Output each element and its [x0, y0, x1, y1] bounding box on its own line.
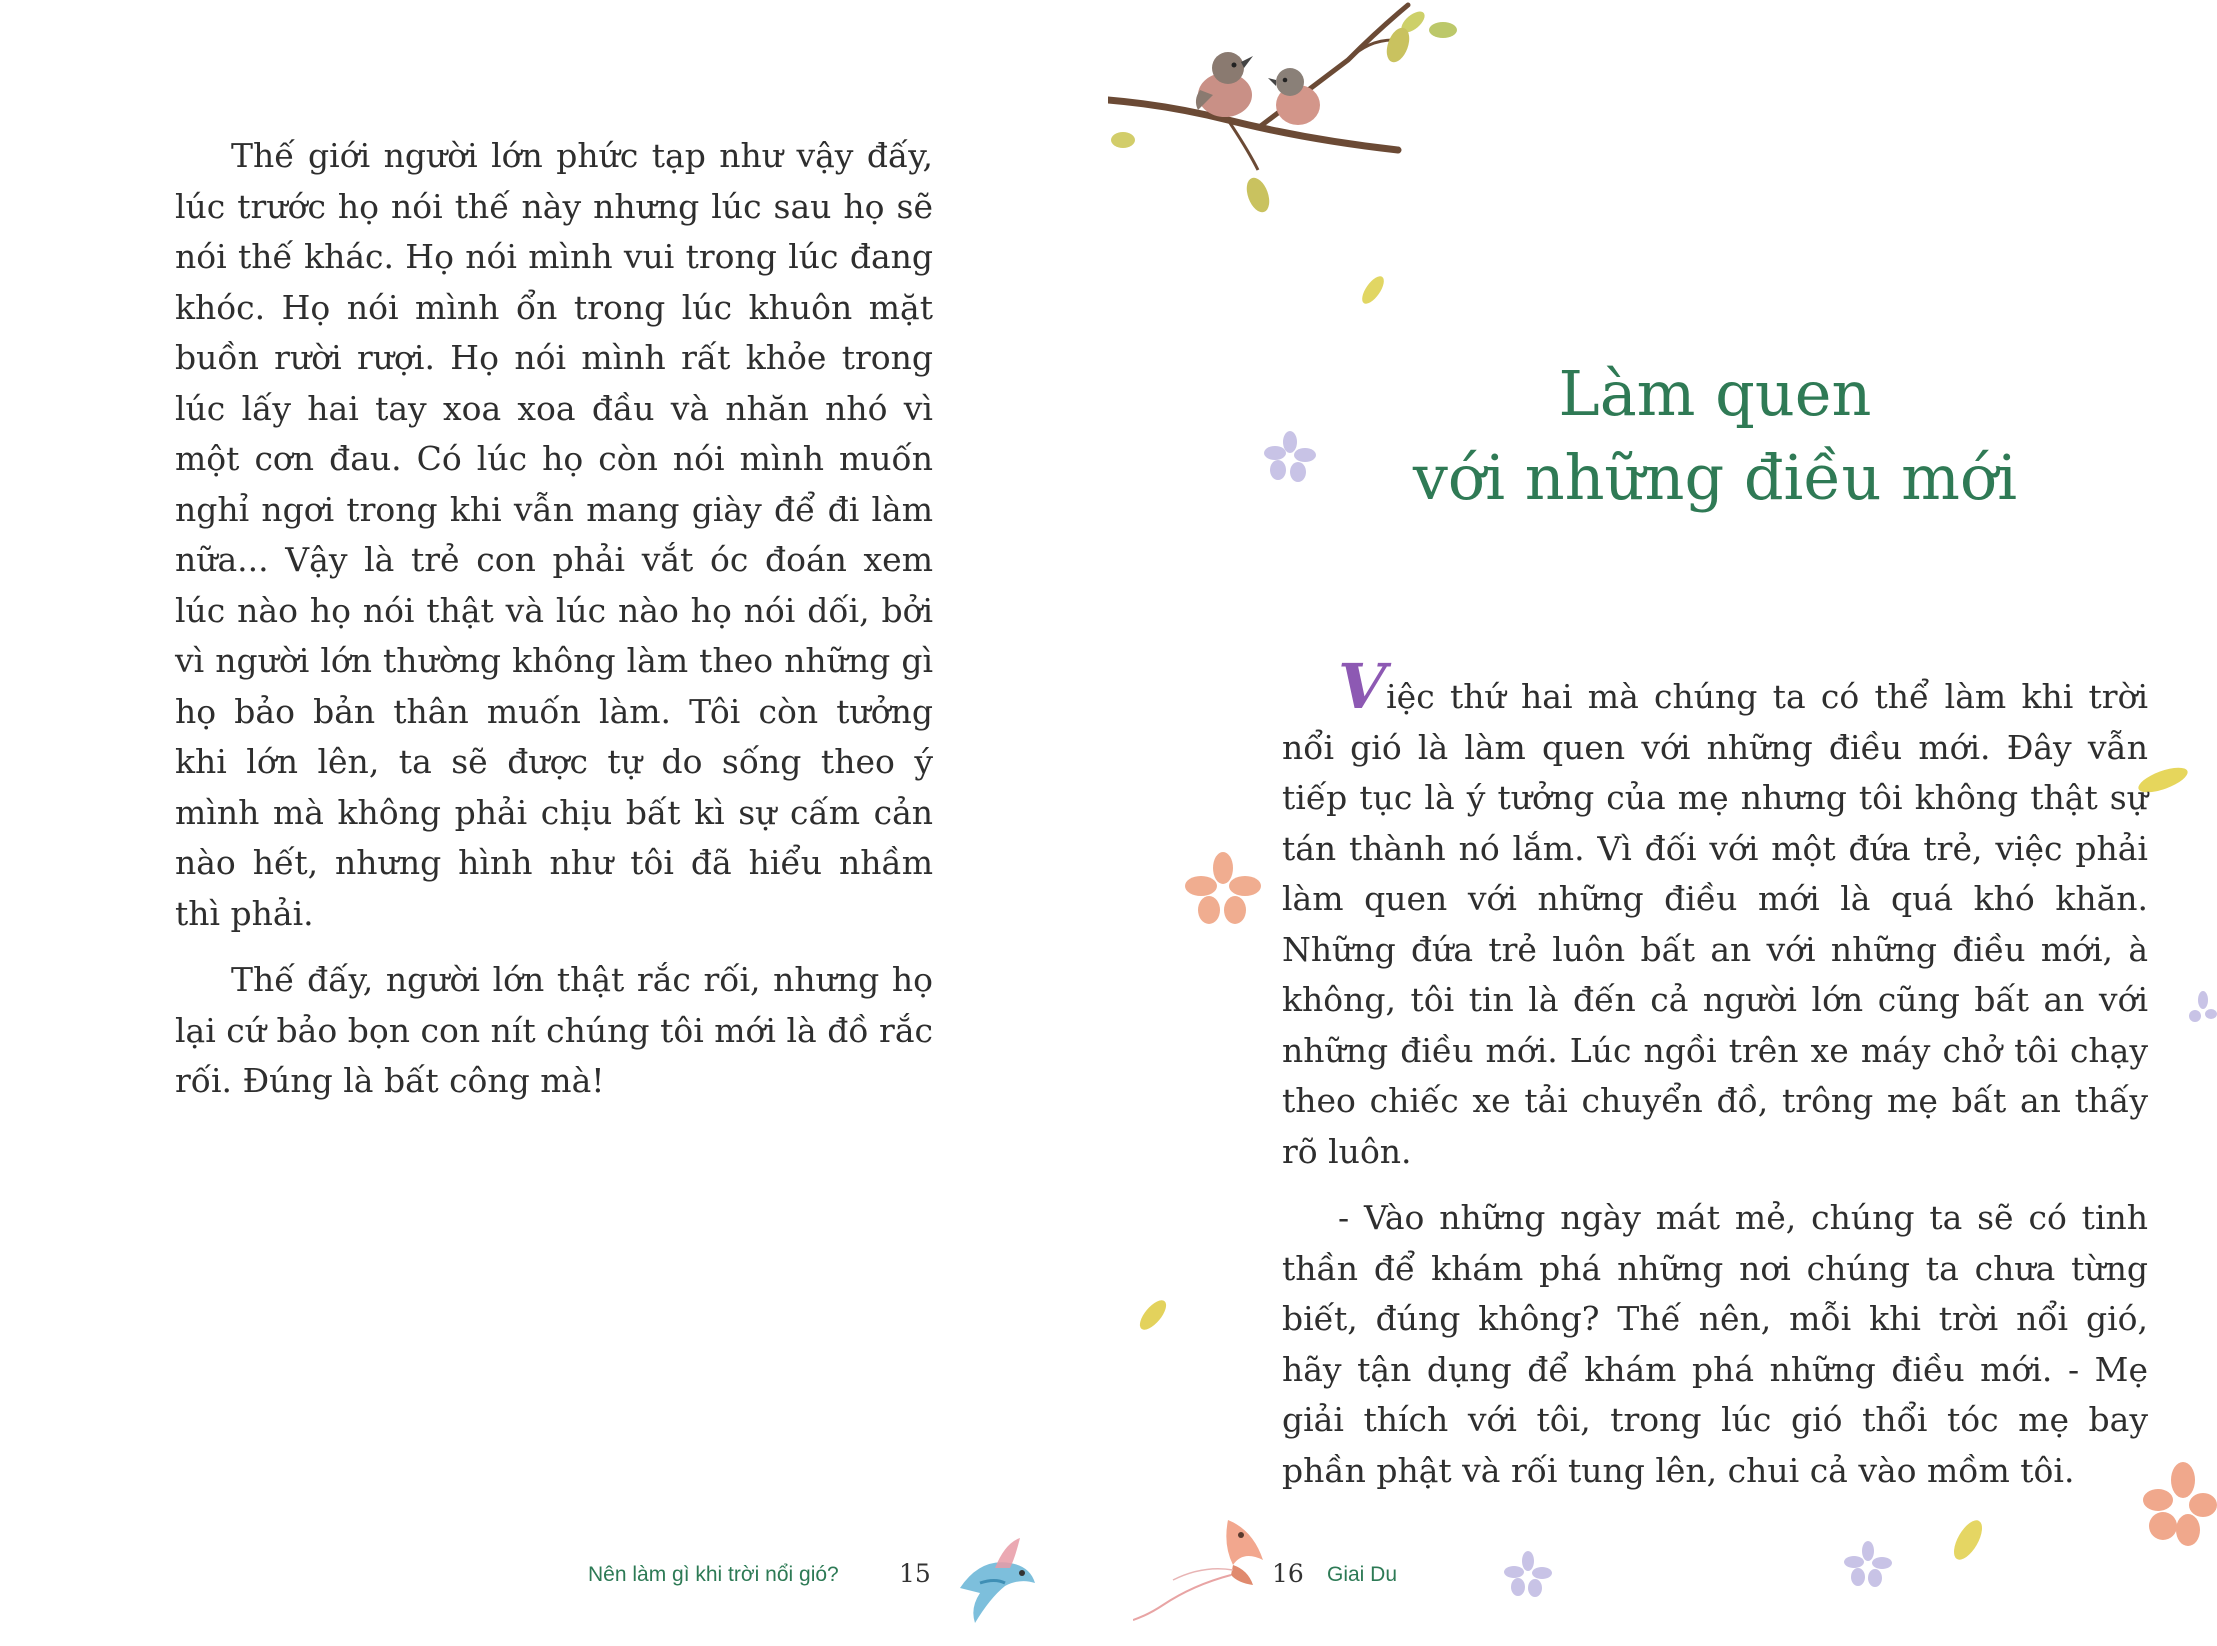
paragraph: Thế giới người lớn phức tạp như vậy đấy, lúc trước họ nói thế này nhưng lúc sau họ sẽ nói thế khác. Họ nói mình vui trong lúc đang khóc. Họ nói mình ổn trong lúc khuôn mặt buồn rười rượi. Họ nói mình rất khỏe trong lúc lấy hai tay xoa xoa đầu và nhăn nhó vì một cơn đau. Có lúc họ còn nói mình muốn nghỉ ngơi trong khi vẫn mang giày để đi làm nữa... Vậy là trẻ con phải vắt óc đoán xem lúc nào họ nói thật và lúc nào họ nói dối, bởi vì người lớn thường không làm theo những gì họ bảo bản thân muốn làm. Tôi còn tưởng khi lớn lên, ta sẽ được tự do sống theo ý mình mà không phải chịu bất kì sự cấm cản nào hết, nhưng hình như tôi đã hiểu nhầm thì phải. — [175, 136, 933, 933]
running-header-author: Giai Du — [1327, 1563, 1398, 1586]
yellow-leaf-icon — [1353, 270, 1393, 310]
page-number-left: 15 — [899, 1559, 931, 1588]
kite-bird-icon — [1133, 1505, 1283, 1625]
orange-flower-icon — [2143, 1460, 2217, 1550]
blue-bird-icon — [950, 1528, 1040, 1628]
drop-cap: V — [1338, 650, 1387, 723]
chapter-title-line-2: với những điều mới — [1412, 441, 2018, 514]
left-page-body — [175, 131, 933, 1123]
paragraph: Thế đấy, người lớn thật rắc rối, nhưng họ lại cứ bảo bọn con nít chúng tôi mới là đồ rắc rối. Đúng là bất công mà! — [175, 960, 933, 1100]
right-page-body — [1282, 650, 2148, 1512]
orange-flower-icon — [1183, 850, 1263, 930]
chapter-title — [1282, 352, 2148, 520]
paragraph — [1282, 650, 2148, 1177]
purple-flower-icon — [1843, 1540, 1893, 1590]
page-number-right: 16 — [1272, 1559, 1304, 1588]
running-header-book-title: Nên làm gì khi trời nổi gió? — [588, 1563, 839, 1586]
purple-flower-icon — [2183, 990, 2217, 1030]
yellow-leaf-icon — [1943, 1510, 1993, 1570]
birds-on-branch-illustration — [1108, 0, 1528, 240]
right-page — [1108, 0, 2217, 1646]
yellow-leaf-icon — [1128, 1290, 1178, 1340]
left-page — [0, 0, 1108, 1646]
chapter-title-line-1: Làm quen — [1558, 357, 1872, 430]
purple-flower-icon — [1503, 1550, 1553, 1600]
paragraph-text: iệc thứ hai mà chúng ta có thể làm khi trời nổi gió là làm quen với những điều mới. Đây vẫn tiếp tục là ý tưởng của mẹ nhưng tôi không thật sự tán thành nó lắm. Vì đối với một đứa trẻ, việc phải làm quen với những điều mới là quá khó khăn. Những đứa trẻ luôn bất an với những điều mới, à không, tôi tin là đến cả người lớn cũng bất an với những điều mới. Lúc ngồi trên xe máy chở tôi chạy theo chiếc xe tải chuyển đồ, trông mẹ bất an thấy rõ luôn. — [1282, 677, 2148, 1171]
paragraph: - Vào những ngày mát mẻ, chúng ta sẽ có tinh thần để khám phá những nơi chúng ta chưa từng biết, đúng không? Thế nên, mỗi khi trời nổi gió, hãy tận dụng để khám phá những điều mới. - Mẹ giải thích với tôi, trong lúc gió thổi tóc mẹ bay phần phật và rối tung lên, chui cả vào mồm tôi. — [1282, 1198, 2148, 1490]
